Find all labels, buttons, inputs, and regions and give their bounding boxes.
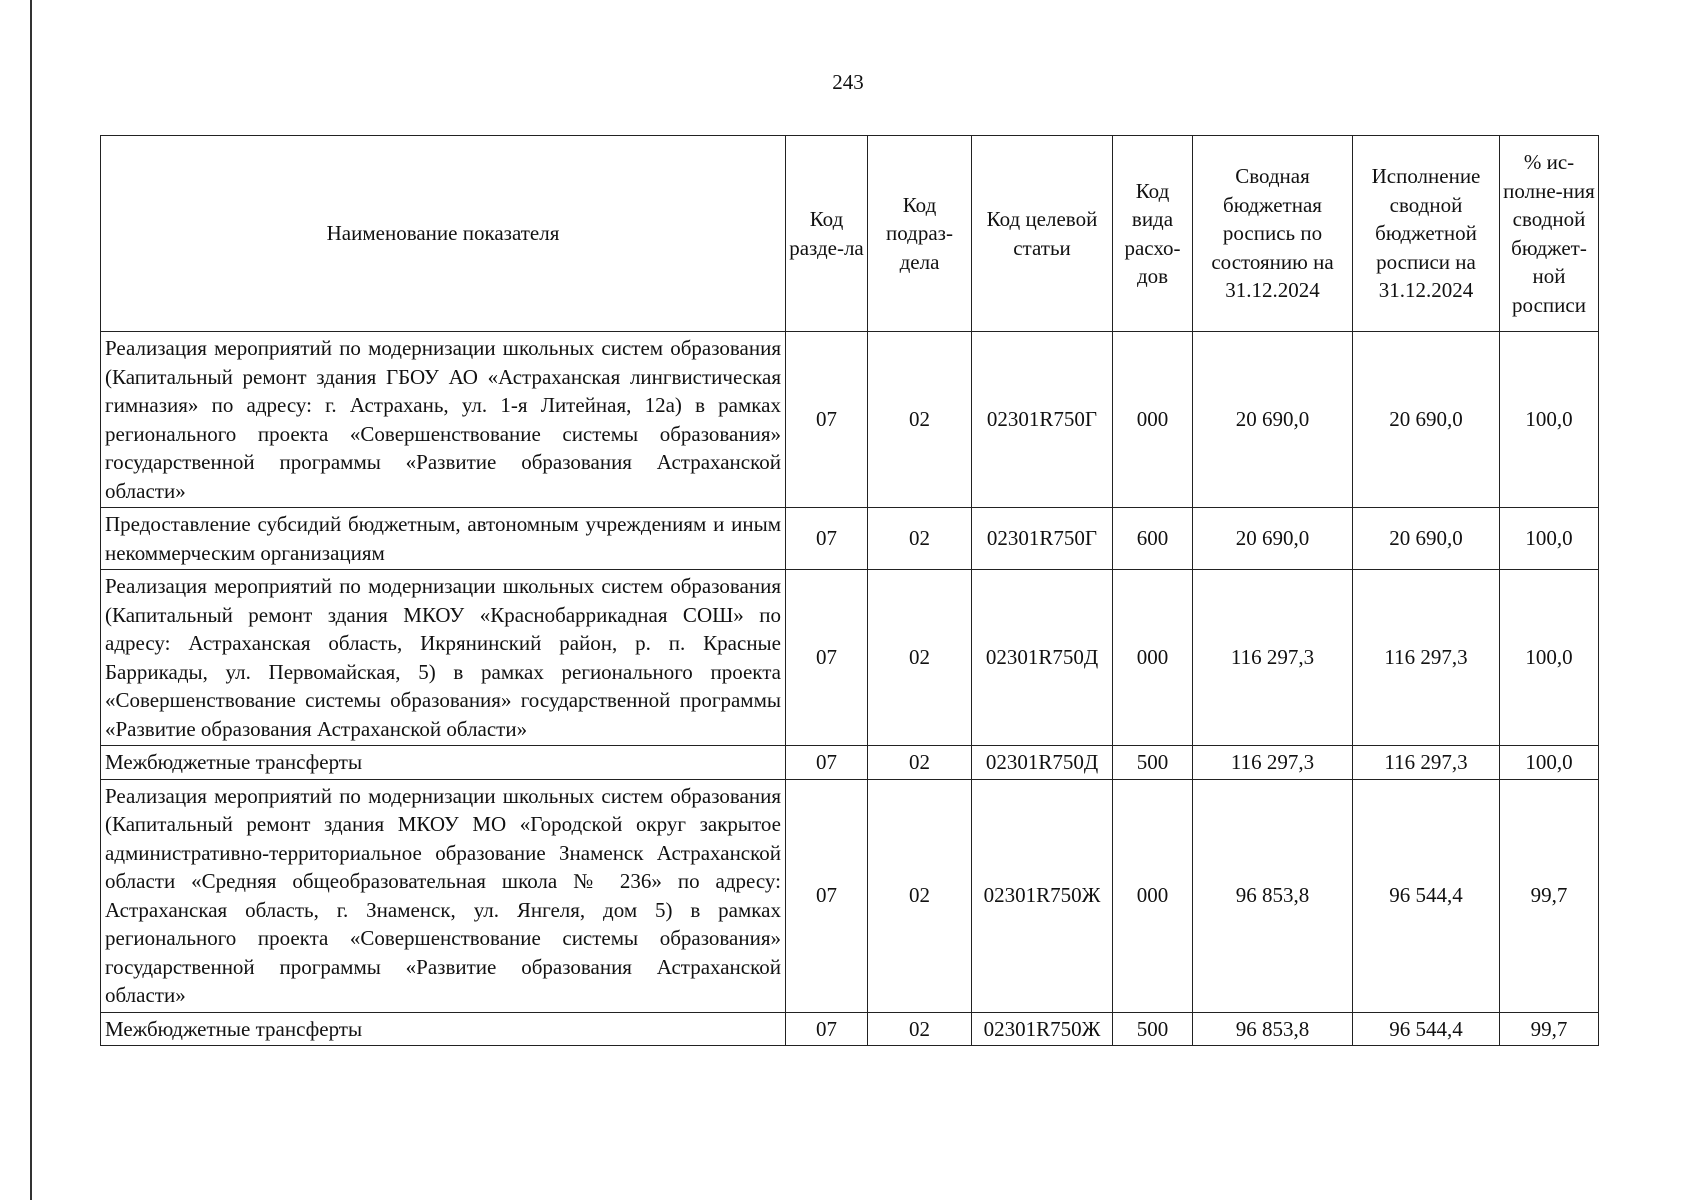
row-subsection-code: 02 (868, 746, 972, 780)
row-subsection-code: 02 (868, 332, 972, 508)
row-budget-plan: 116 297,3 (1193, 746, 1353, 780)
row-section-code: 07 (786, 779, 868, 1012)
row-subsection-code: 02 (868, 1012, 972, 1046)
table-row (101, 508, 1599, 570)
table-row (101, 1012, 1599, 1046)
row-execution-percent: 100,0 (1500, 332, 1599, 508)
table-row (101, 332, 1599, 508)
row-budget-execution: 116 297,3 (1353, 746, 1500, 780)
row-budget-execution: 20 690,0 (1353, 508, 1500, 570)
row-section-code: 07 (786, 1012, 868, 1046)
row-indicator-name: Реализация мероприятий по модернизации школьных систем образования (Капитальный ремонт здания ГБОУ АО «Астраханская лингвистическая гимназия» по адресу: г. Астрахань, ул. 1-я Литейная, 12а) в рамках регионального проекта «Совершенствование системы образования» государственной программы «Развитие образования Астраханской области» (101, 332, 786, 508)
row-target-code: 02301R750Ж (972, 1012, 1113, 1046)
row-execution-percent: 99,7 (1500, 779, 1599, 1012)
row-target-code: 02301R750Ж (972, 779, 1113, 1012)
row-expense-type-code: 000 (1113, 779, 1193, 1012)
row-section-code: 07 (786, 570, 868, 746)
row-indicator-name: Предоставление субсидий бюджетным, автономным учреждениям и иным некоммерческим организациям (101, 508, 786, 570)
row-expense-type-code: 000 (1113, 570, 1193, 746)
table-row (101, 570, 1599, 746)
row-budget-execution: 20 690,0 (1353, 332, 1500, 508)
row-indicator-name: Реализация мероприятий по модернизации школьных систем образования (Капитальный ремонт здания МКОУ «Краснобаррикадная СОШ» по адресу: Астраханская область, Икрянинский район, р. п. Красные Баррикады, ул. Первомайская, 5) в рамках регионального проекта «Совершенствование системы образования» государственной программы «Развитие образования Астраханской области» (101, 570, 786, 746)
row-execution-percent: 100,0 (1500, 746, 1599, 780)
row-expense-type-code: 000 (1113, 332, 1193, 508)
row-section-code: 07 (786, 508, 868, 570)
header-indicator-name: Наименование показателя (101, 136, 786, 332)
table-row (101, 746, 1599, 780)
row-target-code: 02301R750Г (972, 332, 1113, 508)
row-section-code: 07 (786, 332, 868, 508)
table-header-row (101, 136, 1599, 332)
row-expense-type-code: 500 (1113, 746, 1193, 780)
row-target-code: 02301R750Д (972, 746, 1113, 780)
row-target-code: 02301R750Д (972, 570, 1113, 746)
budget-table (100, 135, 1599, 1046)
page-number: 243 (832, 70, 864, 94)
row-subsection-code: 02 (868, 570, 972, 746)
row-indicator-name: Межбюджетные трансферты (101, 746, 786, 780)
row-subsection-code: 02 (868, 779, 972, 1012)
row-budget-execution: 96 544,4 (1353, 1012, 1500, 1046)
row-budget-plan: 20 690,0 (1193, 508, 1353, 570)
binding-line (30, 0, 32, 1200)
header-execution-percent: % ис-полне-ния сводной бюджет-ной росписи (1500, 136, 1599, 332)
row-section-code: 07 (786, 746, 868, 780)
row-execution-percent: 100,0 (1500, 570, 1599, 746)
header-section-code: Код разде-ла (786, 136, 868, 332)
row-expense-type-code: 600 (1113, 508, 1193, 570)
row-budget-execution: 96 544,4 (1353, 779, 1500, 1012)
row-budget-plan: 96 853,8 (1193, 1012, 1353, 1046)
header-target-code: Код целевой статьи (972, 136, 1113, 332)
row-subsection-code: 02 (868, 508, 972, 570)
row-execution-percent: 100,0 (1500, 508, 1599, 570)
row-indicator-name: Межбюджетные трансферты (101, 1012, 786, 1046)
row-execution-percent: 99,7 (1500, 1012, 1599, 1046)
header-budget-plan: Сводная бюджетная роспись по состоянию на 31.12.2024 (1193, 136, 1353, 332)
row-budget-plan: 20 690,0 (1193, 332, 1353, 508)
row-budget-plan: 96 853,8 (1193, 779, 1353, 1012)
table-row (101, 779, 1599, 1012)
header-budget-execution: Исполнение сводной бюджетной росписи на 31.12.2024 (1353, 136, 1500, 332)
row-budget-execution: 116 297,3 (1353, 570, 1500, 746)
row-budget-plan: 116 297,3 (1193, 570, 1353, 746)
header-subsection-code: Код подраз-дела (868, 136, 972, 332)
row-indicator-name: Реализация мероприятий по модернизации школьных систем образования (Капитальный ремонт здания МКОУ МО «Городской округ закрытое административно-территориальное образование Знаменск Астраханской области «Средняя общеобразовательная школа № 236» по адресу: Астраханская область, г. Знаменск, ул. Янгеля, дом 5) в рамках регионального проекта «Совершенствование системы образования» государственной программы «Развитие образования Астраханской области» (101, 779, 786, 1012)
row-expense-type-code: 500 (1113, 1012, 1193, 1046)
row-target-code: 02301R750Г (972, 508, 1113, 570)
header-expense-type-code: Код вида расхо-дов (1113, 136, 1193, 332)
